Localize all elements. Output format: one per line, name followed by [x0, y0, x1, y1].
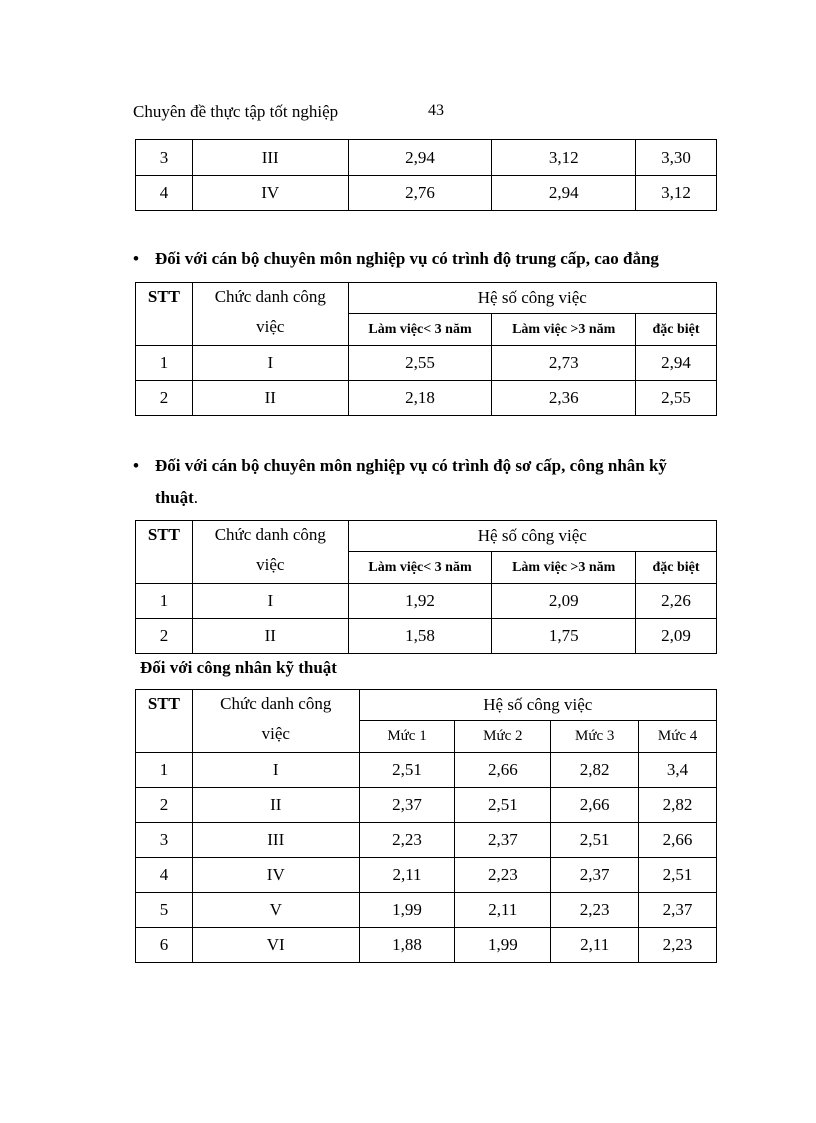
table-cell: 6	[136, 928, 193, 963]
table-cell: 2,11	[455, 893, 551, 928]
cell-value: 2,76	[348, 176, 492, 211]
header-group: Hệ số công việc	[348, 283, 716, 314]
header-group: Hệ số công việc	[348, 521, 716, 552]
section-heading-so-cap: • Đối với cán bộ chuyên môn nghiệp vụ có trình độ sơ cấp, công nhân kỹ	[133, 456, 667, 475]
table-cell: 2,37	[455, 823, 551, 858]
table-cell: 2,51	[455, 788, 551, 823]
table-cong-nhan	[135, 689, 717, 963]
cell-stt: 3	[136, 140, 193, 176]
table-cell: II	[192, 381, 348, 416]
subheader: Mức 1	[359, 721, 455, 753]
header-group: Hệ số công việc	[359, 690, 716, 721]
table-cell: 2	[136, 381, 193, 416]
table-cell: I	[192, 346, 348, 381]
cell-title: III	[192, 140, 348, 176]
table-cell: I	[192, 584, 348, 619]
table-continuation	[135, 139, 717, 211]
table-cell: 2,37	[639, 893, 717, 928]
section-heading-cong-nhan: Đối với công nhân kỹ thuật	[140, 658, 337, 677]
table-cell: I	[192, 753, 359, 788]
table-cell: 2,23	[551, 893, 639, 928]
table-so-cap	[135, 520, 717, 654]
table-cell: 2,37	[551, 858, 639, 893]
table-cell: 2	[136, 788, 193, 823]
table-cell: 2,55	[636, 381, 717, 416]
table-row	[136, 753, 717, 788]
table-cell: 2,73	[492, 346, 636, 381]
table-cell: 4	[136, 858, 193, 893]
subheader: đặc biệt	[636, 552, 717, 584]
table-cell: 2,26	[636, 584, 717, 619]
table-cell: 2,51	[359, 753, 455, 788]
subheader: Mức 3	[551, 721, 639, 753]
cell-stt: 4	[136, 176, 193, 211]
table-cell: 1,58	[348, 619, 492, 654]
header-stt: STT	[136, 690, 193, 753]
table-cell: 2,23	[455, 858, 551, 893]
table-cell: 2,37	[359, 788, 455, 823]
table-cell: 2,66	[551, 788, 639, 823]
table-row	[136, 858, 717, 893]
table-cell: 2,09	[636, 619, 717, 654]
table-row	[136, 176, 717, 211]
table-cell: 1	[136, 584, 193, 619]
table-cell: 2,82	[551, 753, 639, 788]
table-cell: 1,92	[348, 584, 492, 619]
header-stt: STT	[136, 521, 193, 584]
cell-value: 2,94	[492, 176, 636, 211]
table-cell: 2,82	[639, 788, 717, 823]
table-cell: 2,23	[359, 823, 455, 858]
table-cell: II	[192, 788, 359, 823]
table-cell: 2,11	[551, 928, 639, 963]
table-cell: 3,4	[639, 753, 717, 788]
table-cell: 2,51	[551, 823, 639, 858]
header-stt: STT	[136, 283, 193, 346]
table-cell: 2,51	[639, 858, 717, 893]
table-cell: 1,99	[359, 893, 455, 928]
subheader: Làm việc< 3 năm	[348, 552, 492, 584]
table-cell: VI	[192, 928, 359, 963]
table-cell: 1	[136, 346, 193, 381]
cell-value: 3,12	[492, 140, 636, 176]
table-cell: 1,99	[455, 928, 551, 963]
table-row	[136, 584, 717, 619]
cell-value: 3,30	[636, 140, 717, 176]
table-row	[136, 381, 717, 416]
table-cell: 2	[136, 619, 193, 654]
table-row	[136, 140, 717, 176]
subheader: Mức 4	[639, 721, 717, 753]
table-row	[136, 928, 717, 963]
table-cell: 1	[136, 753, 193, 788]
subheader: Làm việc >3 năm	[492, 314, 636, 346]
table-cell: 2,36	[492, 381, 636, 416]
table-cell: 2,66	[639, 823, 717, 858]
section-heading-so-cap-line2: thuật.	[155, 488, 198, 507]
table-cell: 1,88	[359, 928, 455, 963]
subheader: đặc biệt	[636, 314, 717, 346]
table-cell: 2,66	[455, 753, 551, 788]
header-title: Chức danh công việc	[192, 690, 359, 753]
cell-value: 2,94	[348, 140, 492, 176]
cell-value: 3,12	[636, 176, 717, 211]
table-cell: 2,18	[348, 381, 492, 416]
table-cell: III	[192, 823, 359, 858]
table-trung-cap	[135, 282, 717, 416]
page-number: 43	[428, 102, 444, 119]
table-cell: 2,94	[636, 346, 717, 381]
table-cell: 2,11	[359, 858, 455, 893]
table-cell: 1,75	[492, 619, 636, 654]
table-row	[136, 823, 717, 858]
table-cell: 5	[136, 893, 193, 928]
document-header-title: Chuyên đề thực tập tốt nghiệp	[133, 102, 339, 121]
subheader: Làm việc< 3 năm	[348, 314, 492, 346]
cell-title: IV	[192, 176, 348, 211]
table-row	[136, 893, 717, 928]
table-cell: II	[192, 619, 348, 654]
bullet-icon: •	[133, 249, 139, 268]
subheader: Mức 2	[455, 721, 551, 753]
subheader: Làm việc >3 năm	[492, 552, 636, 584]
table-cell: V	[192, 893, 359, 928]
table-cell: IV	[192, 858, 359, 893]
table-row	[136, 788, 717, 823]
header-title: Chức danh công việc	[192, 283, 348, 346]
table-cell: 2,55	[348, 346, 492, 381]
table-cell: 3	[136, 823, 193, 858]
table-row	[136, 619, 717, 654]
bullet-icon: •	[133, 456, 139, 475]
table-cell: 2,23	[639, 928, 717, 963]
header-title: Chức danh công việc	[192, 521, 348, 584]
table-cell: 2,09	[492, 584, 636, 619]
table-row	[136, 346, 717, 381]
section-heading-trung-cap: • Đối với cán bộ chuyên môn nghiệp vụ có trình độ trung cấp, cao đẳng	[133, 249, 659, 268]
